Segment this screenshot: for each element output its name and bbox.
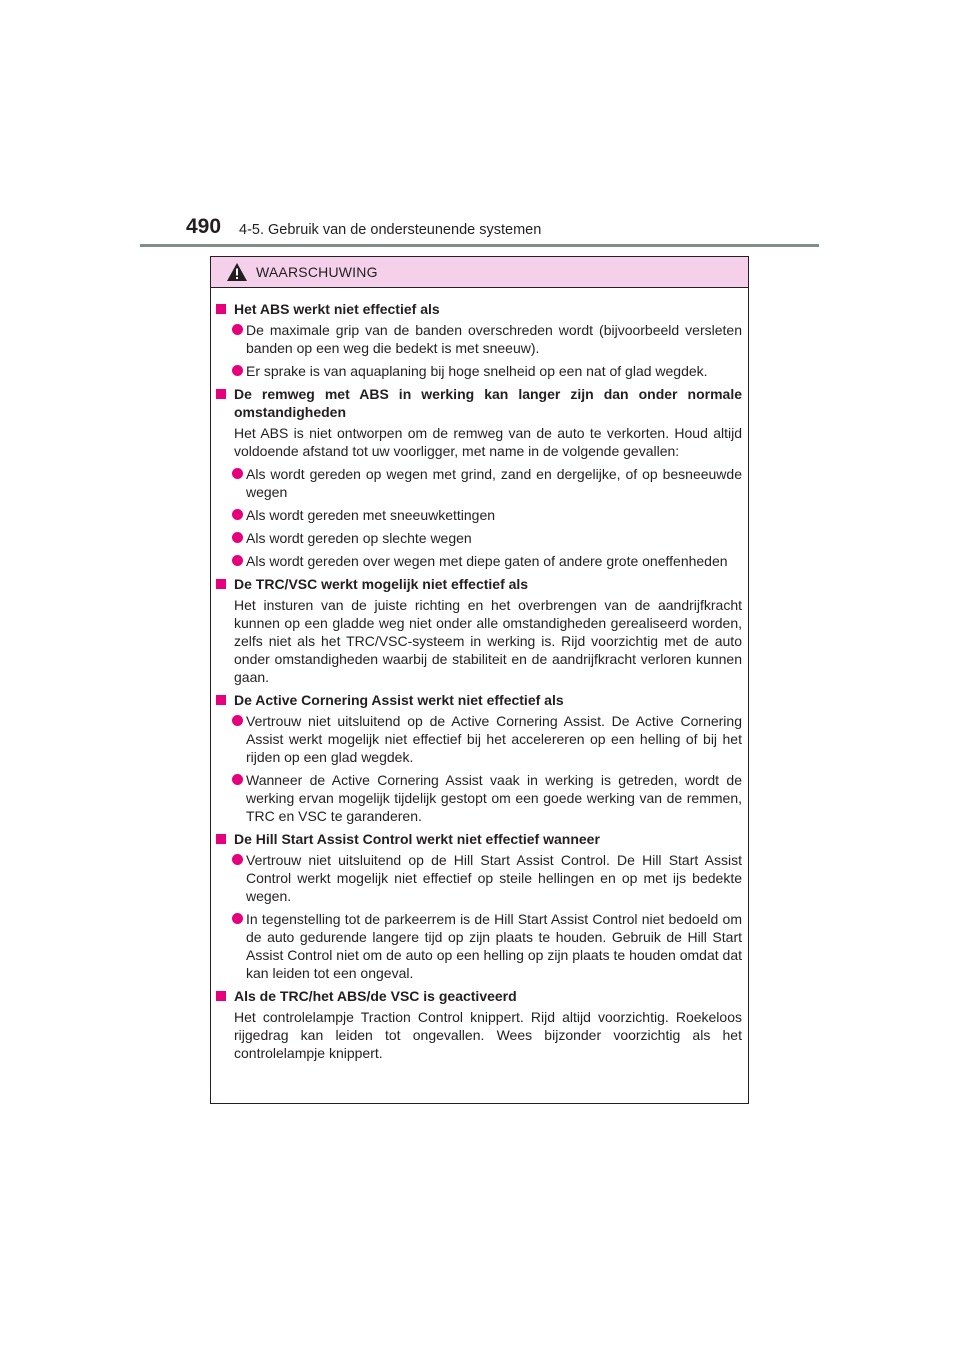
section-title: 4-5. Gebruik van de ondersteunende systemen	[239, 222, 542, 238]
round-bullet-icon	[232, 715, 243, 726]
round-bullet-icon	[232, 532, 243, 543]
section-heading-text: De TRC/VSC werkt mogelijk niet effectief als	[234, 576, 529, 592]
round-bullet-icon	[232, 774, 243, 785]
section-paragraph: Het controlelampje Traction Control knippert. Rijd altijd voorzichtig. Roekeloos rijgedrag kan leiden tot ongevallen. Wees bijzonder voorzichtig als het controlelampje knippert.	[234, 1009, 742, 1061]
warning-body	[211, 288, 748, 1062]
section-heading-text: De remweg met ABS in werking kan langer zijn dan onder normale omstandigheden	[234, 386, 742, 420]
list-item-text: In tegenstelling tot de parkeerrem is de Hill Start Assist Control niet bedoeld om de auto gedurende langere tijd op zijn plaats te houden. Gebruik de Hill Start Assist Control niet om de auto op een helling op zijn plaats te houden omdat dat kan leiden tot een ongeval.	[246, 911, 742, 981]
round-bullet-icon	[232, 365, 243, 376]
section-heading	[216, 987, 742, 1005]
list-item	[216, 712, 742, 766]
round-bullet-icon	[232, 324, 243, 335]
section-heading-text: Het ABS werkt niet effectief als	[234, 301, 440, 317]
list-item	[216, 552, 742, 570]
list-item-text: Als wordt gereden met sneeuwkettingen	[246, 507, 496, 523]
page-number: 490	[186, 215, 222, 238]
round-bullet-icon	[232, 555, 243, 566]
list-item	[216, 771, 742, 825]
list-item	[216, 465, 742, 501]
list-item-text: Als wordt gereden op slechte wegen	[246, 530, 472, 546]
list-item-text: Als wordt gereden op wegen met grind, zand en dergelijke, of op besneeuwde wegen	[246, 466, 742, 500]
section-heading	[216, 300, 742, 318]
list-item	[216, 910, 742, 982]
list-item-text: Als wordt gereden over wegen met diepe gaten of andere grote oneffenheden	[246, 553, 728, 569]
list-item-text: Vertrouw niet uitsluitend op de Active Cornering Assist. De Active Cornering Assist werkt mogelijk niet effectief bij het accelereren op een helling of bij het rijden op een glad wegdek.	[246, 713, 742, 765]
section-paragraph: Het insturen van de juiste richting en het overbrengen van de aandrijfkracht kunnen op een gladde weg niet onder alle omstandigheden gerealiseerd worden, zelfs niet als het TRC/VSC-systeem in werking is. Rijd voorzichtig met de auto onder omstandigheden waarbij de stabiliteit en de aandrijfkracht verloren kunnen gaan.	[234, 597, 742, 685]
list-item-text: Vertrouw niet uitsluitend op de Hill Start Assist Control. De Hill Start Assist Control werkt mogelijk niet effectief op steile hellingen en op met ijs bedekte wegen.	[246, 852, 742, 904]
section-heading	[216, 830, 742, 848]
square-bullet-icon	[216, 834, 226, 844]
list-item	[216, 529, 742, 547]
round-bullet-icon	[232, 468, 243, 479]
square-bullet-icon	[216, 991, 226, 1001]
list-item-text: De maximale grip van de banden overschreden wordt (bijvoorbeeld versleten banden op een weg die bedekt is met sneeuw).	[246, 322, 742, 356]
header-rule	[140, 244, 819, 247]
list-item	[216, 321, 742, 357]
list-item-text: Er sprake is van aquaplaning bij hoge snelheid op een nat of glad wegdek.	[246, 363, 708, 379]
section-heading-text: De Hill Start Assist Control werkt niet effectief wanneer	[234, 831, 600, 847]
list-item-text: Wanneer de Active Cornering Assist vaak in werking is getreden, wordt de werking ervan mogelijk tijdelijk gestopt om een goede werking van de remmen, TRC en VSC te garanderen.	[246, 772, 742, 824]
section-heading	[216, 575, 742, 593]
section-paragraph: Het ABS is niet ontworpen om de remweg van de auto te verkorten. Houd altijd voldoende afstand tot uw voorligger, met name in de volgende gevallen:	[234, 425, 742, 459]
square-bullet-icon	[216, 695, 226, 705]
square-bullet-icon	[216, 579, 226, 589]
warning-box	[210, 256, 749, 1104]
square-bullet-icon	[216, 389, 226, 399]
section-heading	[216, 691, 742, 709]
square-bullet-icon	[216, 304, 226, 314]
round-bullet-icon	[232, 913, 243, 924]
round-bullet-icon	[232, 854, 243, 865]
warning-header	[211, 257, 748, 288]
warning-triangle-icon	[226, 262, 248, 282]
list-item	[216, 362, 742, 380]
section-heading-text: De Active Cornering Assist werkt niet effectief als	[234, 692, 564, 708]
section-heading	[216, 385, 742, 421]
list-item	[216, 506, 742, 524]
round-bullet-icon	[232, 509, 243, 520]
section-heading-text: Als de TRC/het ABS/de VSC is geactiveerd	[234, 988, 517, 1004]
list-item	[216, 851, 742, 905]
warning-title: WAARSCHUWING	[256, 264, 378, 280]
